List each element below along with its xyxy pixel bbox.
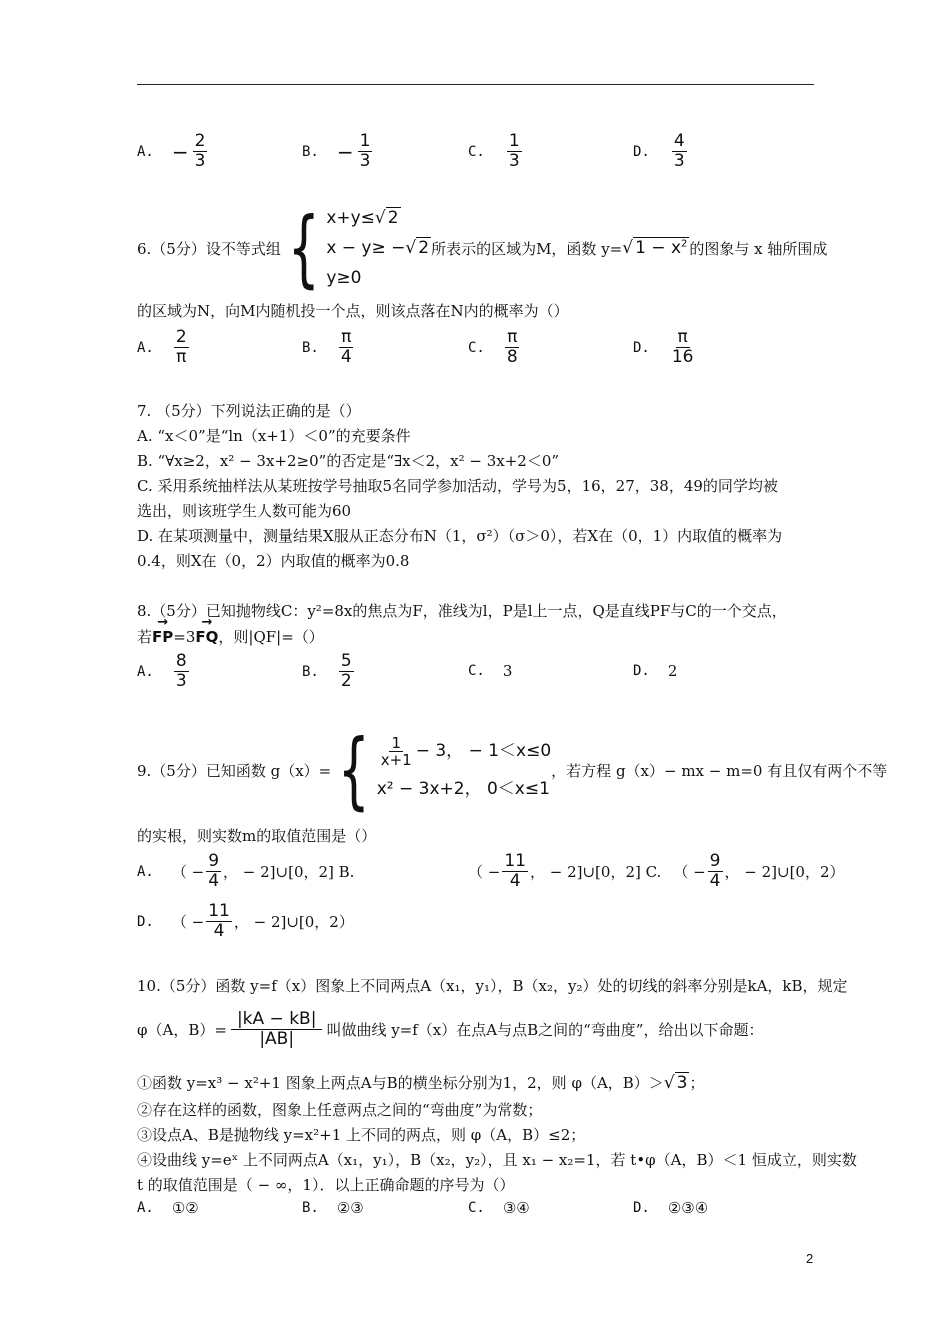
q8-stem-line2: 若→ FP=3→ FQ，则|QF|=（） xyxy=(137,626,324,647)
fraction: $\frac{1}{3}$ xyxy=(508,131,520,171)
q8-stem: 8.（5分）已知抛物线C：y²=8x的焦点为F，准线为l，P是l上一点，Q是直线PF与C的一个交点， xyxy=(137,602,787,620)
vector-fq: → FQ xyxy=(195,628,218,646)
q9-stem: 9.（5分）已知函数 g（x）= { $\frac{1}{x+1}$ − 3， − 1＜x≤0 x² − 3x+2， 0＜x≤1 ，若方程 g（x）− mx − m=0 有且仅有两个不等 xyxy=(137,721,888,819)
q10-stem: 10.（5分）函数 y=f（x）图象上不同两点A（x₁，y₁），B（x₂，y₂）处的切线的斜率分别是kA，kB，规定 xyxy=(137,977,848,995)
q6-stem: 6.（5分）设不等式组 { x+y≤√ 2 x − y≥ −√ 2 y≥0 所表示的区域为M，函数 y= √ $1 - x^2$ 的图象与 x 轴所围成 xyxy=(137,199,828,297)
page-number: 2 xyxy=(806,1251,814,1266)
q7-option-b: B. “∀x≥2，x² − 3x+2≥0”的否定是“∃x＜2，x² − 3x+2＜0” xyxy=(137,452,560,470)
header-rule xyxy=(137,84,814,85)
q10-option-c: C. ③④ xyxy=(468,1199,530,1217)
left-brace-icon: { xyxy=(337,721,371,819)
q6-option-a: A. $\frac{2}{\pi}$ xyxy=(137,327,187,367)
inequality-system: { x+y≤√ 2 x − y≥ −√ 2 y≥0 xyxy=(287,199,430,297)
piecewise-function: { $\frac{1}{x+1}$ − 3， − 1＜x≤0 x² − 3x+2， 0＜x≤1 xyxy=(337,721,552,819)
vector-fp: → FP xyxy=(152,628,173,646)
q6-stem-line2: 的区域为N，向M内随机投一个点，则该点落在N内的概率为（） xyxy=(137,302,569,320)
q9-option-b: （ − $\frac{11}{4}$ ， − 2]∪[0，2] C. （ − $\frac{9}{4}$ ， − 2]∪[0，2） xyxy=(468,851,845,891)
q8-option-c: C. 3 xyxy=(468,662,513,680)
q10-option-d: D. ②③④ xyxy=(633,1199,709,1217)
q6-option-c: C. $\frac{\pi}{8}$ xyxy=(468,327,518,367)
q7-option-d: D. 在某项测量中，测量结果X服从正态分布N（1，σ²）（σ＞0），若X在（0，1）内取值的概率为 xyxy=(137,527,783,545)
q5-option-b: B. − $\frac{1}{3}$ xyxy=(302,131,371,171)
q9-stem-line2: 的实根，则实数m的取值范围是（） xyxy=(137,827,377,845)
q10-proposition-2: ②存在这样的函数，图象上任意两点之间的“弯曲度”为常数； xyxy=(137,1101,543,1119)
q5-option-c: C. $\frac{1}{3}$ xyxy=(468,131,520,171)
q9-option-a: A. （ − $\frac{9}{4}$ ， − 2]∪[0，2] B. xyxy=(137,851,355,891)
q7-option-c: C. 采用系统抽样法从某班按学号抽取5名同学参加活动，学号为5，16，27，38，49的同学均被 xyxy=(137,477,778,495)
q10-proposition-4: ④设曲线 y=eˣ 上不同两点A（x₁，y₁），B（x₂，y₂），且 x₁ − x₂=1，若 t•φ（A，B）＜1 恒成立，则实数 xyxy=(137,1151,857,1169)
fraction: $\frac{2}{3}$ xyxy=(194,131,206,171)
q6-option-b: B. $\frac{\pi}{4}$ xyxy=(302,327,352,367)
q10-definition: φ（A，B）= $\frac{|kA - kB|}{|AB|}$ 叫做曲线 y=f（x）在点A与点B之间的“弯曲度”，给出以下命题： xyxy=(137,1009,764,1049)
q8-option-d: D. 2 xyxy=(633,662,678,680)
q6-option-d: D. $\frac{\pi}{16}$ xyxy=(633,327,694,367)
q8-option-b: B. $\frac{5}{2}$ xyxy=(302,651,352,691)
q9-option-d: D. （ − $\frac{11}{4}$ ， − 2]∪[0，2） xyxy=(137,901,354,941)
q5-option-d: D. $\frac{4}{3}$ xyxy=(633,131,685,171)
q7-option-c-cont: 选出，则该班学生人数可能为60 xyxy=(137,502,352,520)
q10-proposition-4-cont: t 的取值范围是（ − ∞，1）．以上正确命题的序号为（） xyxy=(137,1176,515,1194)
q7-stem: 7. （5分）下列说法正确的是（） xyxy=(137,402,361,420)
left-brace-icon: { xyxy=(287,199,320,297)
q7-option-d-cont: 0.4，则X在（0，2）内取值的概率为0.8 xyxy=(137,552,410,570)
q8-option-a: A. $\frac{8}{3}$ xyxy=(137,651,187,691)
q10-option-a: A. ①② xyxy=(137,1199,199,1217)
fraction: $\frac{1}{3}$ xyxy=(359,131,371,171)
q10-option-b: B. ②③ xyxy=(302,1199,364,1217)
q7-option-a: A. “x＜0”是“ln（x+1）＜0”的充要条件 xyxy=(137,427,411,445)
sqrt-expression: √ $1 - x^2$ xyxy=(622,238,688,258)
fraction: $\frac{4}{3}$ xyxy=(673,131,685,171)
q10-proposition-1: ①函数 y=x³ − x²+1 图象上两点A与B的横坐标分别为1，2，则 φ（A，B）＞√ 3 ； xyxy=(137,1073,705,1093)
q10-proposition-3: ③设点A、B是抛物线 y=x²+1 上不同的两点，则 φ（A，B）≤2； xyxy=(137,1126,586,1144)
q5-option-a: A. − $\frac{2}{3}$ xyxy=(137,131,206,171)
